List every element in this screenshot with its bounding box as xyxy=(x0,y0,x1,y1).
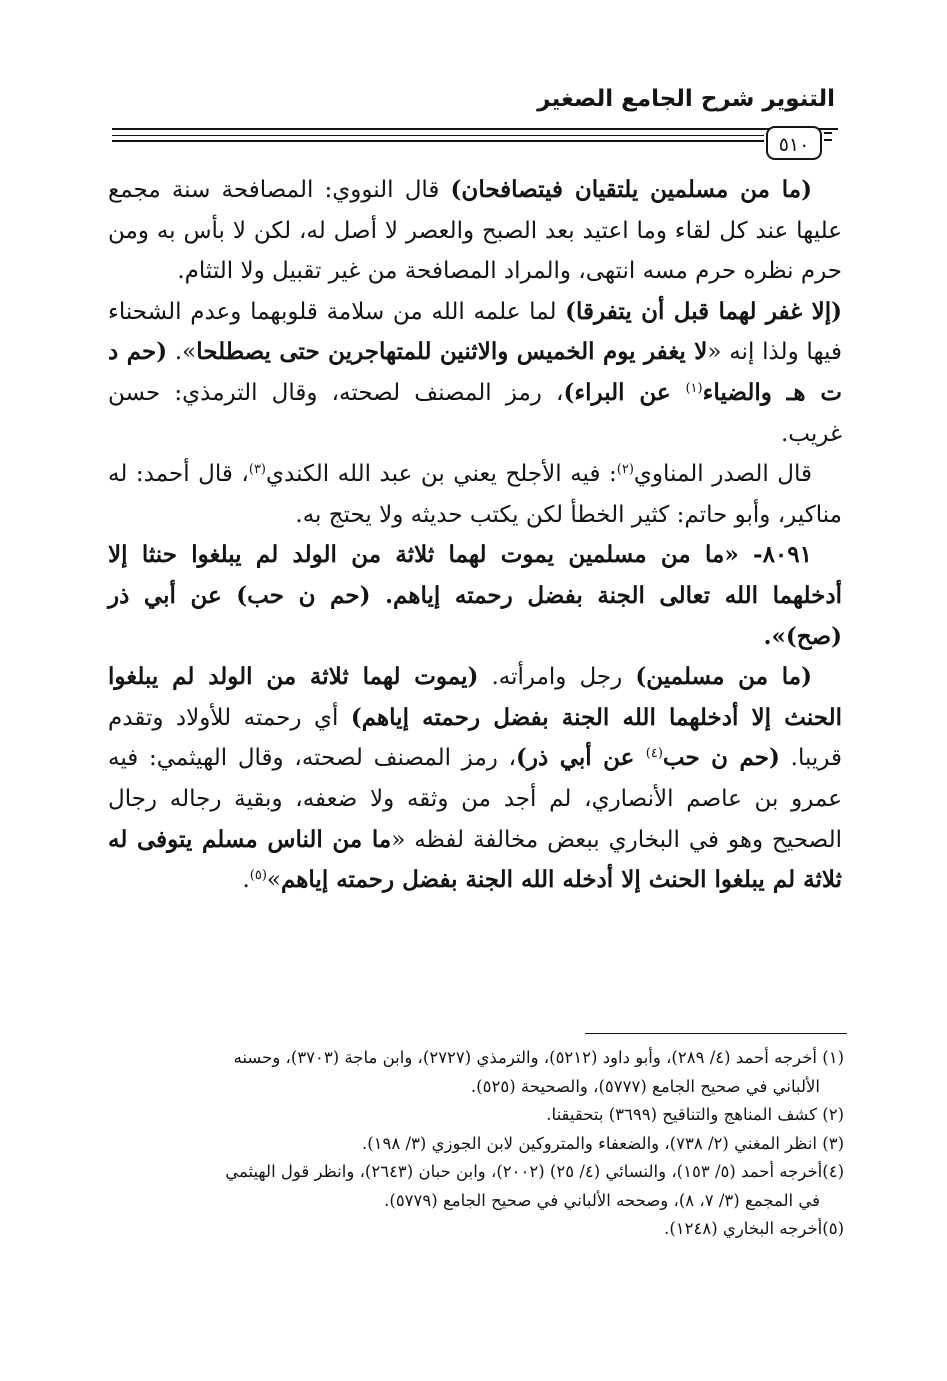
commentary: لما علمه الله من سلامة قلوبهما وعدم الشحناء فيها ولذا إنه « xyxy=(108,298,842,366)
paragraph-munawi xyxy=(108,454,842,535)
hadith-quote: (ما من مسلمين) xyxy=(635,663,813,691)
main-text xyxy=(108,170,842,901)
commentary: قال الصدر المناوي xyxy=(633,461,812,488)
hadith-quote: (ما من مسلمين يلتقيان فيتصافحان) xyxy=(450,176,812,203)
commentary: أي رحمته للأولاد وتقدم قريبا. xyxy=(108,704,842,772)
footnote-1-continued: الألباني في صحيح الجامع (٥٧٧٧)، والصحيحة (٥٢٥). xyxy=(470,1076,820,1096)
hadith-8091: ٨٠٩١- «ما من مسلمين يموت لهما ثلاثة من الولد لم يبلغوا حنثا إلا أدخلهما الله تعالى الجنة بفضل رحمته إياهم. (حم ن حب) عن أبي ذر (صح)». xyxy=(108,541,842,650)
source-reference: عن أبي ذر) xyxy=(516,744,646,772)
footnotes xyxy=(108,1044,844,1244)
paragraph-forgiveness xyxy=(108,292,842,454)
commentary: ، رمز المصنف لصحته، وقال الترمذي: حسن غريب. xyxy=(108,379,842,447)
commentary: رجل وامرأته. xyxy=(478,664,636,691)
footnote-marker-3: (٣) xyxy=(248,462,266,478)
commentary: ، قال أحمد: له مناكير، وأبو حاتم: كثير الخطأ لكن يكتب حديثه ولا يحتج به. xyxy=(108,461,842,528)
commentary: » xyxy=(266,867,281,894)
hadith-quote: (إلا غفر لهما قبل أن يتفرقا) xyxy=(565,297,842,325)
source-reference: (حم ن حب xyxy=(662,744,780,772)
paragraph-commentary-8091 xyxy=(108,657,842,901)
footnote-marker-4: (٤) xyxy=(645,746,663,762)
footnote-marker-2: (٢) xyxy=(616,462,634,478)
commentary: . xyxy=(242,867,250,894)
footnote-4-continued: في المجمع (٣/ ٧، ٨)، وصححه الألباني في صحيح الجامع (٥٧٧٩). xyxy=(384,1190,820,1210)
hadith-quote: (يموت لهما ثلاثة من الولد لم يبلغوا الحنث إلا أدخلهما الله الجنة بفضل رحمته إياهم) xyxy=(108,663,843,731)
page-number: ٥١٠ xyxy=(766,126,822,160)
running-title: التنوير شرح الجامع الصغير xyxy=(537,86,835,112)
footnote-marker-1: (١) xyxy=(685,380,703,396)
header-rule-top xyxy=(112,128,838,130)
paragraph-handshake xyxy=(108,170,842,292)
footnote-5: (٥)أخرجه البخاري (١٢٤٨). xyxy=(664,1219,844,1238)
header-rule-bottom xyxy=(112,140,764,142)
commentary: ، رمز المصنف لصحته، وقال الهيثمي: فيه عمرو بن عاصم الأنصاري، لم أجد من وثقه ولا ضعفه، وبقية رجاله رجال الصحيح وهو في البخاري ببعض مخالفة لفظه « xyxy=(108,745,842,853)
commentary: ». xyxy=(167,339,197,366)
footnote-separator xyxy=(585,1033,847,1034)
footnote-1: (١) أخرجه أحمد (٤/ ٢٨٩)، وأبو داود (٥٢١٢)، والترمذي (٢٧٢٧)، وابن ماجة (٣٧٠٣)، وحسنه xyxy=(233,1048,844,1067)
footnote-marker-5: (٥) xyxy=(249,868,267,884)
footnote-2: (٢) كشف المناهج والتناقيح (٣٦٩٩) بتحقيقنا. xyxy=(546,1105,844,1124)
hadith-quote: ما من الناس مسلم يتوفى له ثلاثة لم يبلغوا الحنث إلا أدخله الله الجنة بفضل رحمته إياهم xyxy=(108,825,842,894)
commentary: قال النووي: المصافحة سنة مجمع عليها عند كل لقاء وما اعتيد بعد الصبح والعصر لا أصل له، لكن لا بأس به ومن حرم نظره حرم مسه انتهى، والمراد المصافحة من غير تقبيل ولا التثام. xyxy=(108,177,842,285)
source-reference: عن البراء) xyxy=(563,378,686,406)
source-reference: (حم د ت هـ والضياء xyxy=(108,338,842,406)
hadith-quote: لا يغفر يوم الخميس والاثنين للمتهاجرين حتى يصطلحا xyxy=(196,338,708,366)
footnote-3: (٣) انظر المغني (٢/ ٧٣٨)، والضعفاء والمتروكين لابن الجوزي (٣/ ١٩٨). xyxy=(361,1133,844,1153)
commentary: : فيه الأجلح يعني بن عبد الله الكندي xyxy=(266,461,617,488)
header-rule-middle xyxy=(112,135,764,136)
page-number-ornament xyxy=(824,127,832,147)
footnote-4: (٤)أخرجه أحمد (٥/ ١٥٣)، والنسائي (٤/ ٢٥) (٢٠٠٢)، وابن حبان (٢٦٤٣)، وانظر قول الهيثمي xyxy=(225,1162,844,1181)
